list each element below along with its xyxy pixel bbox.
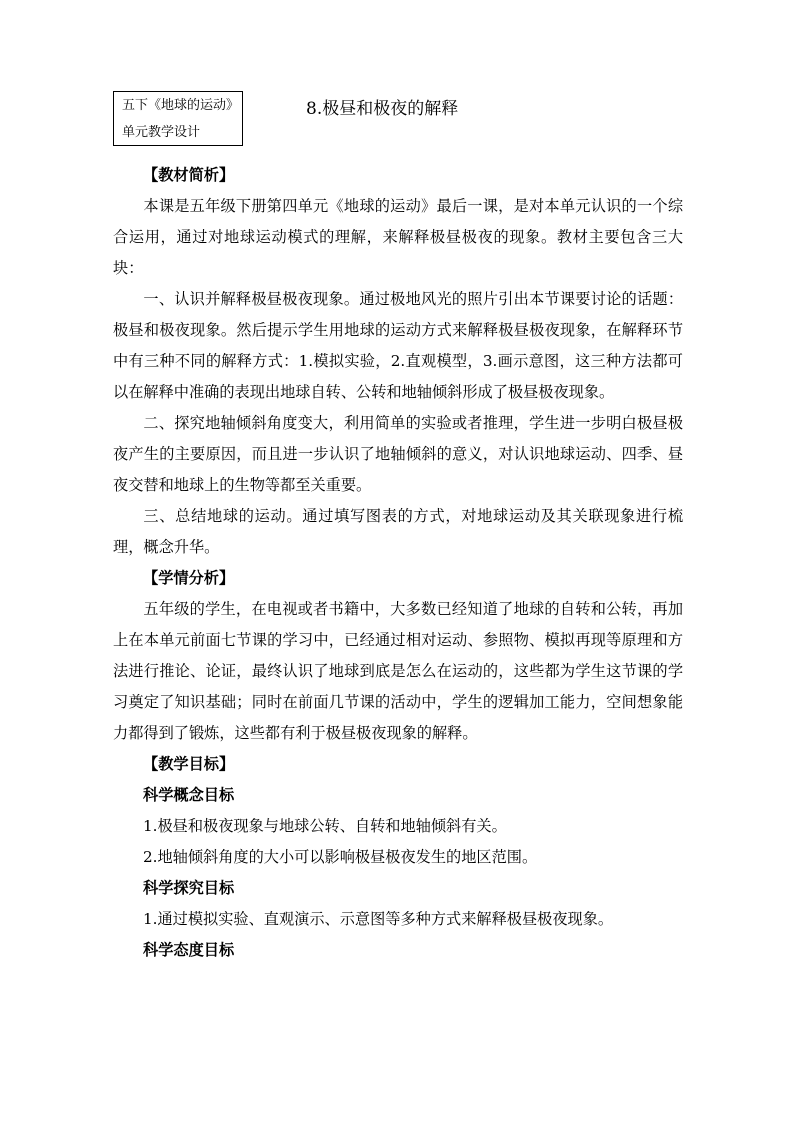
paragraph-textbook-part3: 三、总结地球的运动。通过填写图表的方式，对地球运动及其关联现象进行梳理，概念升华。 [113,507,683,556]
list-item-concept-1: 1.极昼和极夜现象与地球公转、自转和地轴倾斜有关。 [143,817,507,835]
list-item-concept-2: 2.地轴倾斜角度的大小可以影响极昼极夜发生的地区范围。 [143,848,538,866]
paragraph-textbook-part2: 二、探究地轴倾斜角度变大，利用简单的实验或者推理，学生进一步明白极昼极夜产生的主要原因，而且进一步认识了地轴倾斜的意义，对认识地球运动、四季、昼夜交替和地球上的生物等都至关重要。 [113,414,683,494]
section-heading-textbook: 【教材简析】 [143,166,235,184]
document-body [113,160,683,966]
subheading-concept-goals: 科学概念目标 [143,786,235,804]
section-heading-goals: 【教学目标】 [143,755,235,773]
unit-label-line2: 单元教学设计 [122,125,201,140]
page-title: 8.极昼和极夜的解释 [306,99,459,119]
list-item-inquiry-1: 1.通过模拟实验、直观演示、示意图等多种方式来解释极昼极夜现象。 [143,910,614,928]
paragraph-students: 五年级的学生，在电视或者书籍中，大多数已经知道了地球的自转和公转，再加上在本单元前面七节课的学习中，已经通过相对运动、参照物、模拟再现等原理和方法进行推论、论证，最终认识了地球到底是怎么在运动的，这些都为学生这节课的学习奠定了知识基础；同时在前面几节课的活动中，学生的逻辑加工能力，空间想象能力都得到了锻炼，这些都有利于极昼极夜现象的解释。 [113,600,683,742]
section-heading-students: 【学情分析】 [143,569,235,587]
unit-label-box [113,91,243,146]
paragraph-textbook-part1: 一、认识并解释极昼极夜现象。通过极地风光的照片引出本节课要讨论的话题：极昼和极夜现象。然后提示学生用地球的运动方式来解释极昼极夜现象，在解释环节中有三种不同的解释方式：1.模拟实验，2.直观模型，3.画示意图，这三种方法都可以在解释中准确的表现出地球自转、公转和地轴倾斜形成了极昼极夜现象。 [113,290,683,401]
subheading-inquiry-goals: 科学探究目标 [143,879,235,897]
paragraph-textbook-intro: 本课是五年级下册第四单元《地球的运动》最后一课，是对本单元认识的一个综合运用，通过对地球运动模式的理解，来解释极昼极夜的现象。教材主要包含三大块： [113,197,683,277]
subheading-attitude-goals: 科学态度目标 [143,941,235,959]
unit-label-line1: 五下《地球的运动》 [122,98,240,113]
